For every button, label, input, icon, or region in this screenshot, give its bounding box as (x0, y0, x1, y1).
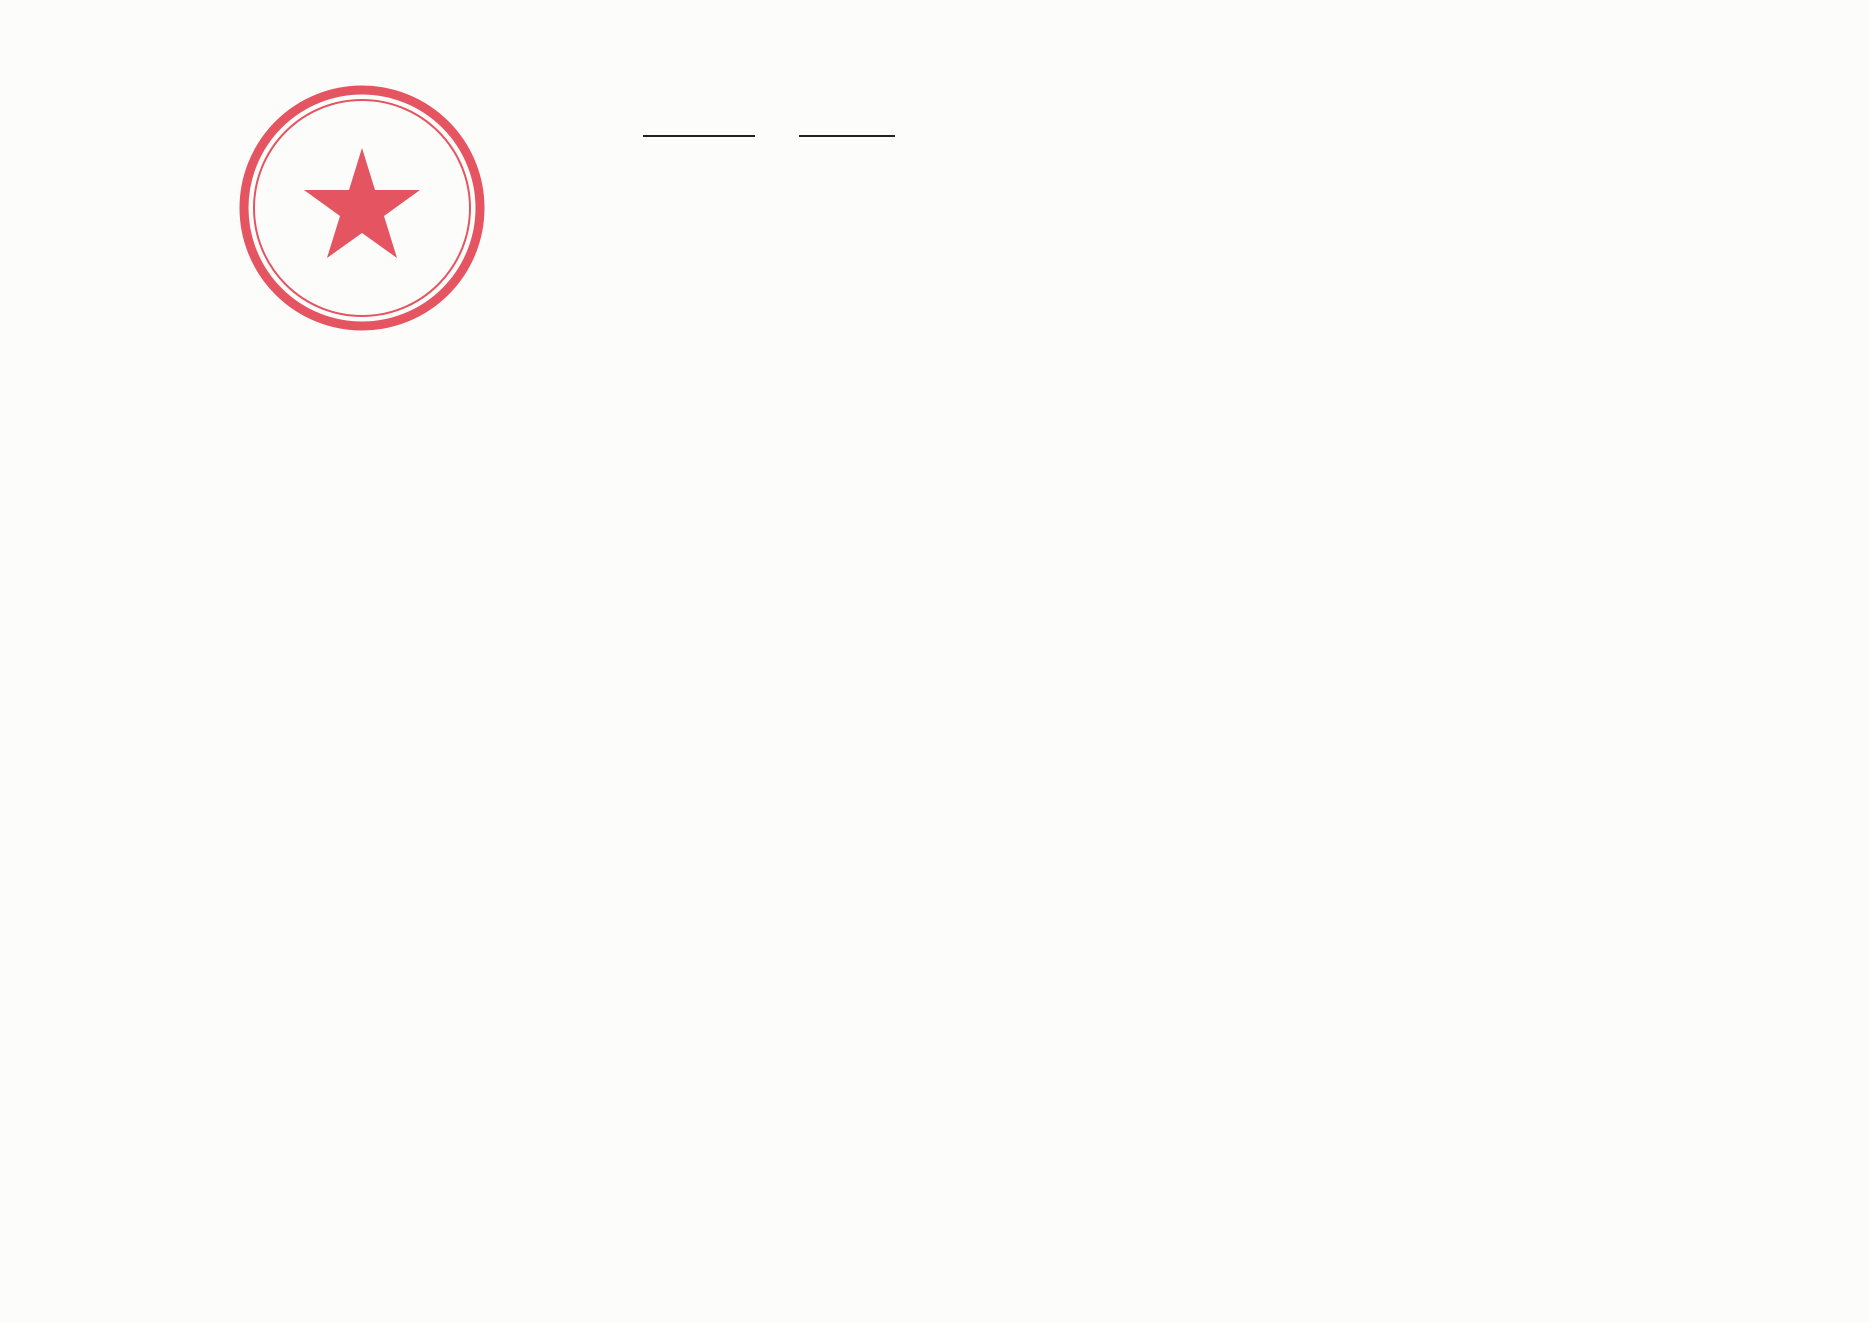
seal-star-icon (304, 148, 420, 258)
official-seal (232, 78, 492, 338)
